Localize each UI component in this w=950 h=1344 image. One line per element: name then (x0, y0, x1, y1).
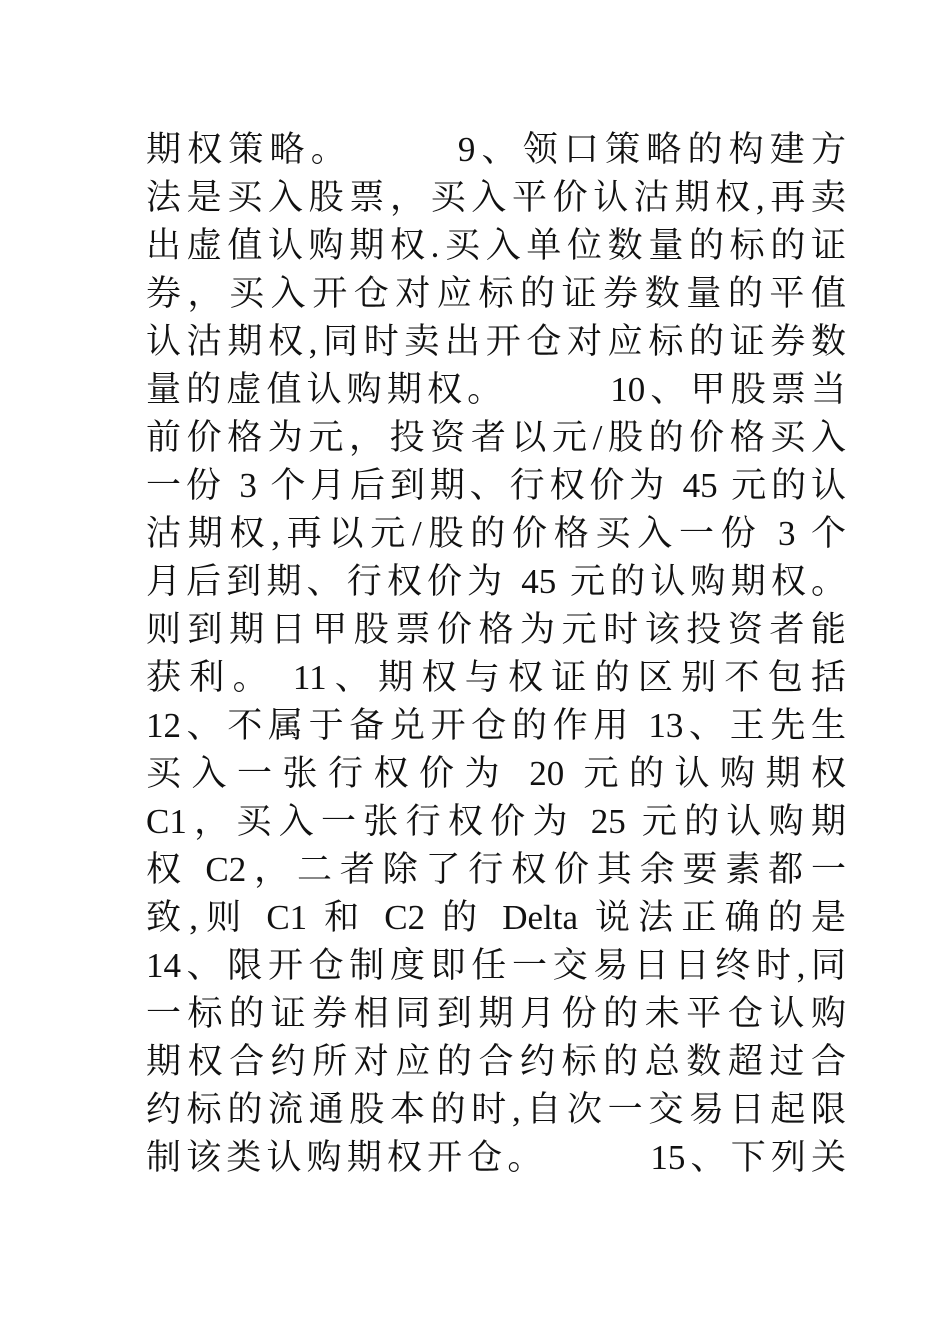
text-line: 月后到期、行权价为 45 元的认购期权。 (146, 562, 846, 601)
text-line: 一标的证券相同到期月份的未平仓认购 (146, 994, 846, 1033)
text-line: 权 C2，二者除了行权价其余要素都一 (146, 850, 846, 889)
text-line: 14、限开仓制度即任一交易日日终时,同 (146, 946, 846, 985)
text-line: 出虚值认购期权.买入单位数量的标的证 (146, 226, 846, 265)
text-line: 法是买入股票，买入平价认沽期权,再卖 (146, 178, 846, 217)
text-line: 前价格为元，投资者以元/股的价格买入 (146, 418, 846, 457)
text-line: 一份 3 个月后到期、行权价为 45 元的认 (146, 466, 846, 505)
text-line: 12、不属于备兑开仓的作用 13、王先生 (146, 706, 846, 745)
text-line: 沽期权,再以元/股的价格买入一份 3 个 (146, 514, 846, 553)
text-line: 券，买入开仓对应标的证券数量的平值 (146, 274, 846, 313)
text-line: 则到期日甲股票价格为元时该投资者能 (146, 610, 846, 649)
text-line: 制该类认购期权开仓。 15、下列关 (146, 1138, 846, 1177)
text-line: 约标的流通股本的时,自次一交易日起限 (146, 1090, 846, 1129)
text-line: 期权策略。 9、领口策略的构建方 (146, 130, 846, 169)
text-line: 量的虚值认购期权。 10、甲股票当 (146, 370, 846, 409)
body-text (146, 126, 846, 1182)
text-line: 期权合约所对应的合约标的总数超过合 (146, 1042, 846, 1081)
text-line: 买入一张行权价为 20 元的认购期权 (146, 754, 846, 793)
text-line: 认沽期权,同时卖出开仓对应标的证券数 (146, 322, 846, 361)
text-line: 获利。 11、期权与权证的区别不包括 (146, 658, 846, 697)
text-line: C1，买入一张行权价为 25 元的认购期 (146, 802, 846, 841)
text-line: 致,则 C1 和 C2 的 Delta 说法正确的是 (146, 898, 846, 937)
